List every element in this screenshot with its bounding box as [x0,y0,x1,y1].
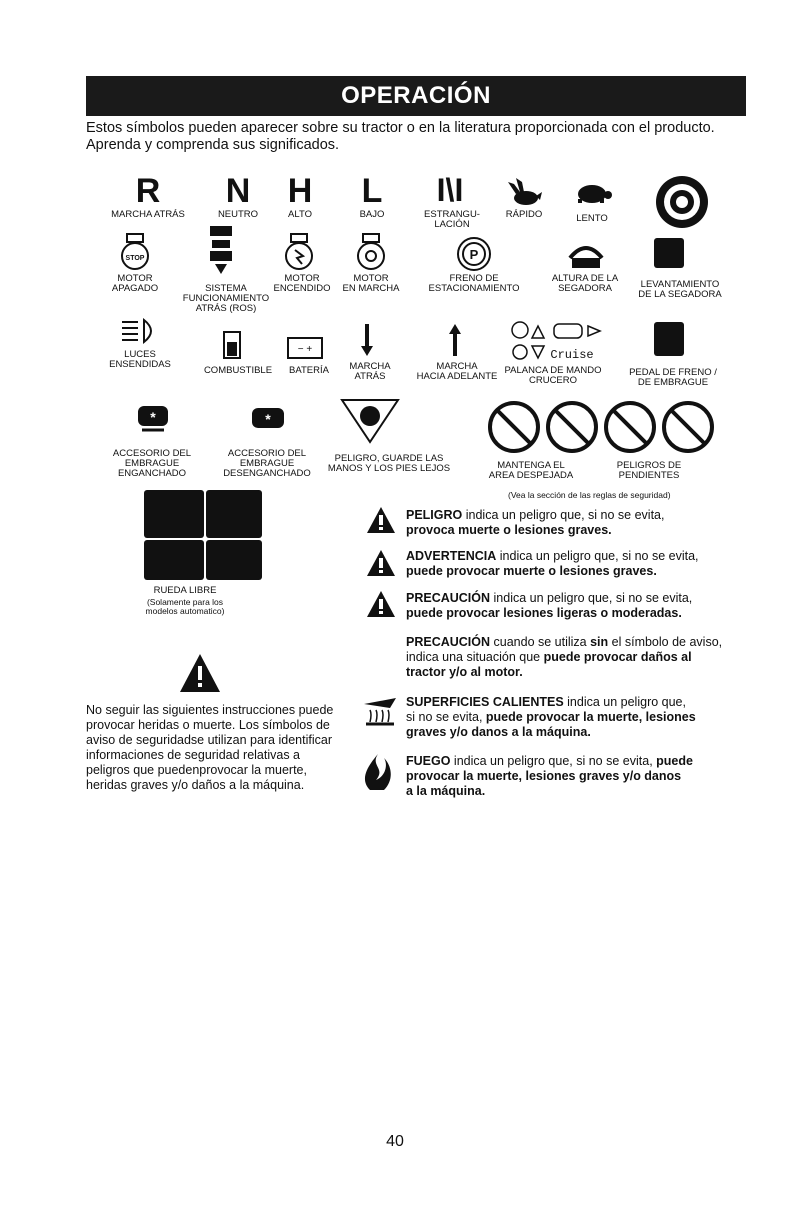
rabbit-icon [506,178,542,208]
page-title: OPERACIÓN [341,82,491,109]
freewheel-icon-3 [144,540,204,580]
label-battery: BATERÍA [289,365,329,376]
label-reverse: MARCHA ATRÁS [111,209,185,220]
cruise-text: Cruise [550,348,594,362]
danger-message [406,508,766,538]
engine-start-icon [282,232,316,272]
cut-height-icon [566,238,606,270]
brake-clutch-pedal-icon [654,322,684,356]
seat-switch-icon [652,174,712,230]
hot-surface-message [406,695,770,740]
fire-line2: provocar la muerte, lesiones graves y/o danos [406,769,682,783]
caution-no-symbol-message [406,635,770,680]
danger-alert-icon [366,506,396,534]
danger-line2: provoca muerte o lesiones graves. [406,523,612,537]
label-low: BAJO [359,209,385,220]
freewheel-icon-2 [206,490,262,538]
label-cruise: PALANCA DE MANDO CRUCERO [504,365,602,386]
caution2-word: PRECAUCIÓN [406,635,491,649]
hot-word: SUPERFICIES CALIENTES [406,695,564,709]
intro-text [86,120,766,154]
label-attachment-disengaged: ACCESORIO DEL EMBRAGUE DESENGANCHADO [223,448,311,479]
label-parking-brake: FRENO DE ESTACIONAMIENTO [428,273,520,294]
warning-message [406,549,766,579]
label-fuel: COMBUSTIBLE [203,365,273,376]
stop-text: STOP [125,255,145,262]
parking-brake-icon [456,236,492,272]
hot-line2b: puede provocar la muerte, lesiones [485,710,696,724]
caution-word: PRECAUCIÓN [406,591,491,605]
safety-rules-note: (Vea la sección de las reglas de seguridad) [508,490,671,500]
freewheel-icon-1 [144,490,204,538]
warning-word: ADVERTENCIA [406,549,497,563]
prohibition-icons [484,400,738,454]
battery-terminals-text: − + [297,344,313,355]
lights-icon [118,316,158,346]
deck-lift-icon [654,238,684,268]
safety-body-text: No seguir las siguientes instrucciones puede provocar heridas o muerte. Los símbolos de aviso de seguridadse utilizan para identificar informaciones de seguridad relativas a peligros que puedenprovocar la muerte, heridas graves y/o daños a la máquina. [86,703,334,792]
freewheel-note: (Solamente para los modelos automatico) [145,597,225,616]
low-letter: L [361,172,383,210]
forward-arrow-icon [448,324,462,358]
neutral-letter: N [225,172,251,210]
label-engine-run: MOTOR EN MARCHA [342,273,400,294]
label-ros: SISTEMA FUNCIONAMIENTO ATRÁS (ROS) [182,283,270,314]
caution-rest: indica un peligro que, si no se evita, [490,591,693,605]
svg-text:*: * [150,409,156,425]
section-banner [86,76,746,116]
cruise-control-icon [508,318,608,362]
attachment-disengaged-icon [248,406,288,434]
label-slope-hazards: PELIGROS DE PENDIENTES [616,460,682,481]
caution-line2: puede provocar lesiones ligeras o moderadas. [406,606,682,620]
warning-rest: indica un peligro que, si no se evita, [496,549,699,563]
fire-rest-b: puede [656,754,693,768]
label-cut-height: ALTURA DE LA SEGADORA [551,273,619,294]
intro-line-2: Aprenda y comprenda sus significados. [86,137,340,153]
label-forward-travel: MARCHA HACIA ADELANTE [416,361,498,382]
freewheel-icon-4 [206,540,262,580]
label-neutral: NEUTRO [217,209,259,220]
choke-symbol: I\I [436,172,464,208]
fire-icon [360,752,396,792]
fire-line3: a la máquina. [406,784,486,798]
label-attachment-engaged: ACCESORIO DEL EMBRAGUE ENGANCHADO [112,448,192,479]
hot-line2a: si no se evita, [406,710,486,724]
high-letter: H [287,172,313,210]
caution2-line3: tractor y/o al motor. [406,665,523,679]
caution2-rest1: cuando se utiliza [490,635,591,649]
safety-alert-icon [178,652,222,694]
label-hands-feet: PELIGRO, GUARDE LAS MANOS Y LOS PIES LEJOS [327,453,451,474]
page-number: 40 [386,1133,404,1150]
intro-line-1: Estos símbolos pueden aparecer sobre su tractor o en la literatura proporcionada con el producto. [86,120,715,136]
attachment-engaged-icon [136,404,170,440]
fuel-icon [222,328,246,360]
caution2-rest2: el símbolo de aviso, [608,635,723,649]
label-high: ALTO [288,209,312,220]
hands-feet-danger-icon [340,396,400,444]
reverse-arrow-icon [360,324,374,358]
svg-text:*: * [265,411,271,427]
reverse-letter: R [135,172,161,210]
hot-line3: graves y/o danos a la máquina. [406,725,591,739]
label-choke: ESTRANGU- LACIÓN [424,209,480,230]
warning-alert-icon [366,549,396,577]
fire-word: FUEGO [406,754,451,768]
danger-rest: indica un peligro que, si no se evita, [462,508,665,522]
warning-line2: puede provocar muerte o lesiones graves. [406,564,657,578]
fire-message [406,754,770,799]
label-lights: LUCES ENSENDIDAS [109,349,171,370]
danger-word: PELIGRO [406,508,463,522]
caution2-line2a: indica una situación que [406,650,544,664]
turtle-icon [572,182,612,204]
engine-run-icon [354,232,388,272]
hot-surface-icon [360,694,400,730]
ros-icon [206,226,236,276]
battery-icon [286,334,326,360]
label-reverse-travel: MARCHA ATRÁS [349,361,391,382]
label-fast: RÁPIDO [505,209,543,220]
label-freewheel: RUEDA LIBRE [153,585,217,596]
label-deck-lift: LEVANTAMIENTO DE LA SEGADORA [638,279,722,300]
label-engine-start: MOTOR ENCENDIDO [273,273,331,294]
caution-alert-icon [366,590,396,618]
label-keep-area-clear: MANTENGA EL AREA DESPEJADA [488,460,574,481]
hot-rest: indica un peligro que, [563,695,686,709]
caution2-sin: sin [590,635,609,649]
parking-p-text: P [469,247,479,262]
caution2-line2b: puede provocar daños al [543,650,692,664]
label-brake-clutch: PEDAL DE FRENO / DE EMBRAGUE [629,367,717,388]
label-engine-off: MOTOR APAGADO [111,273,159,294]
fire-rest: indica un peligro que, si no se evita, [450,754,657,768]
caution-message [406,591,766,621]
engine-off-icon [118,232,152,272]
label-slow: LENTO [576,213,608,224]
